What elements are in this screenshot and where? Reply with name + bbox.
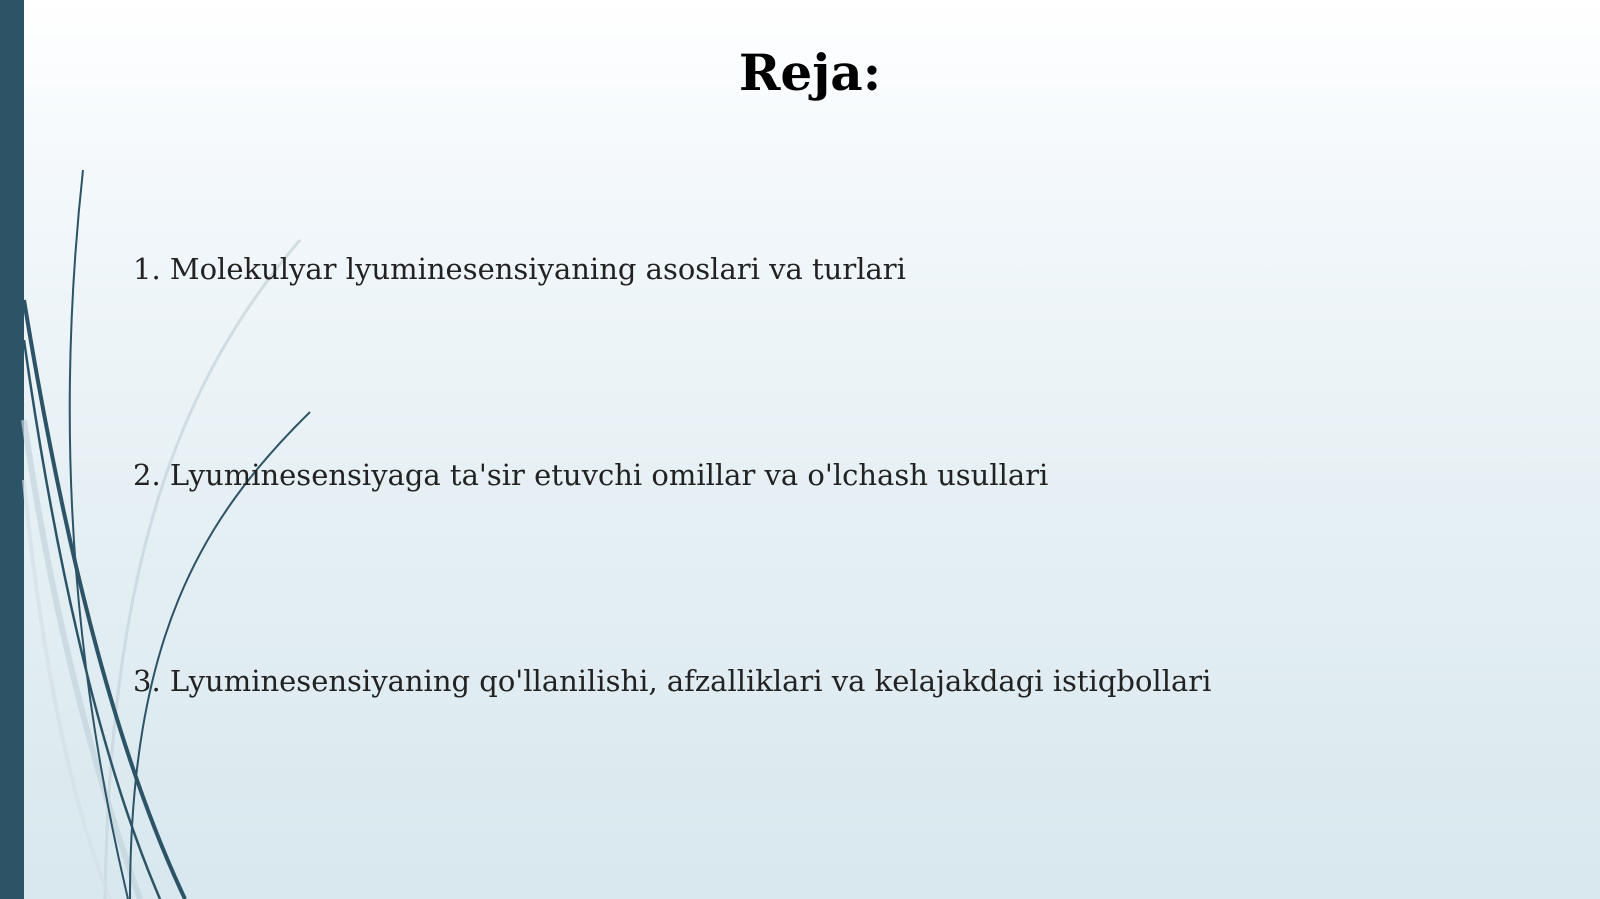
plan-item-3: 3. Lyuminesensiyaning qo'llanilishi, afzalliklari va kelajakdagi istiqbollari bbox=[133, 664, 1212, 698]
slide-title: Reja: bbox=[738, 43, 882, 102]
plan-item-2: 2. Lyuminesensiyaga ta'sir etuvchi omillar va o'lchash usullari bbox=[133, 458, 1049, 492]
plan-item-1: 1. Molekulyar lyuminesensiyaning asoslari va turlari bbox=[133, 252, 906, 286]
